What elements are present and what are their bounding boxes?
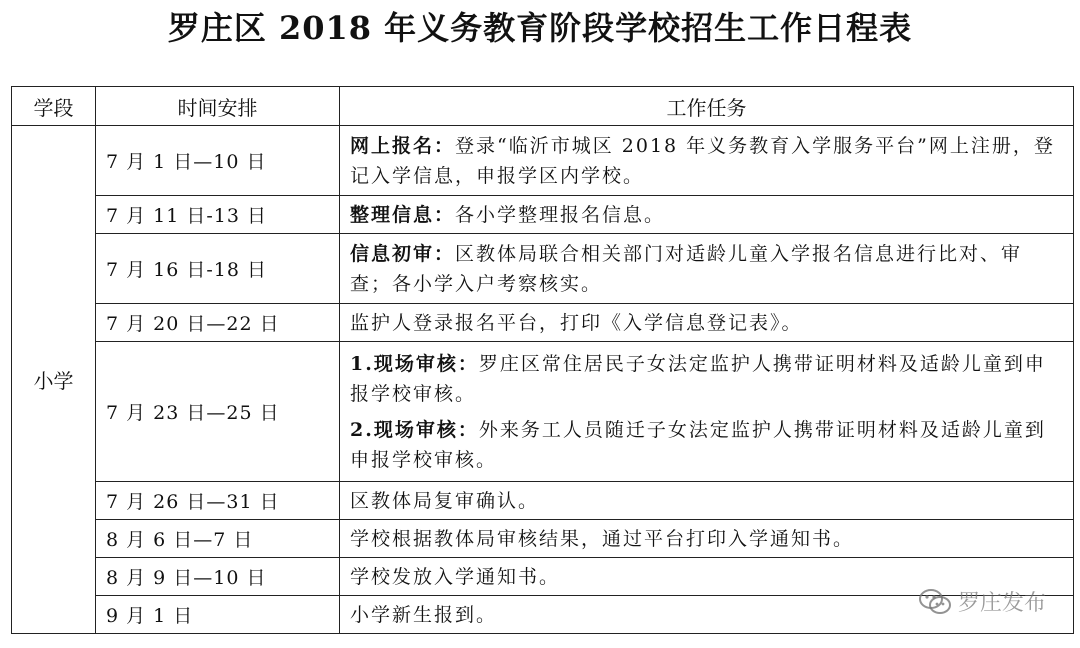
- task-text: 登录“临沂市城区 2018 年义务教育入学服务平台”网上注册，登记入学信息，申报学区内学校。: [350, 134, 1055, 187]
- stage-cell: 小学: [12, 126, 96, 634]
- task-text: 学校根据教体局审核结果，通过平台打印入学通知书。: [350, 527, 855, 550]
- task-text: 外来务工人员随迁子女法定监护人携带证明材料及适龄儿童到申报学校审核。: [350, 418, 1046, 471]
- header-stage: 学段: [12, 87, 96, 126]
- watermark-text: 罗庄发布: [957, 591, 1046, 616]
- task-text: 监护人登录报名平台，打印《入学信息登记表》。: [350, 311, 803, 334]
- table-header-row: [12, 87, 1074, 126]
- time-cell: 7 月 1 日—10 日: [96, 126, 340, 196]
- page-title: 罗庄区 2018 年义务教育阶段学校招生工作日程表: [167, 9, 913, 47]
- time-cell: 7 月 26 日—31 日: [96, 482, 340, 520]
- task-heading: 网上报名：: [350, 134, 456, 157]
- time-cell: 9 月 1 日: [96, 596, 340, 634]
- task-cell: [340, 196, 1074, 234]
- table-row: [12, 342, 1074, 482]
- schedule-table: [11, 86, 1074, 634]
- time-cell: 8 月 6 日—7 日: [96, 520, 340, 558]
- table-row: [12, 520, 1074, 558]
- task-item-2: [350, 415, 1063, 475]
- task-text: 小学新生报到。: [350, 603, 498, 626]
- task-text: 区教体局联合相关部门对适龄儿童入学报名信息进行比对、审查；各小学入户考察核实。: [350, 242, 1023, 295]
- task-cell: [340, 482, 1074, 520]
- task-text: 区教体局复审确认。: [350, 489, 540, 512]
- time-cell: 7 月 11 日-13 日: [96, 196, 340, 234]
- task-cell: [340, 126, 1074, 196]
- table-row: [12, 482, 1074, 520]
- task-cell: [340, 342, 1074, 482]
- table-row: [12, 126, 1074, 196]
- task-cell: [340, 304, 1074, 342]
- wechat-icon: [918, 588, 952, 616]
- task-heading: 整理信息：: [350, 203, 456, 226]
- table-row: [12, 558, 1074, 596]
- header-task: 工作任务: [340, 87, 1074, 126]
- table-row: [12, 304, 1074, 342]
- time-cell: 7 月 16 日-18 日: [96, 234, 340, 304]
- task-cell: [340, 234, 1074, 304]
- task-item-1: [350, 349, 1063, 409]
- task-cell: [340, 520, 1074, 558]
- watermark: [918, 586, 1046, 617]
- table-row: [12, 234, 1074, 304]
- time-cell: 7 月 23 日—25 日: [96, 342, 340, 482]
- task-heading: 2.现场审核：: [350, 418, 479, 441]
- time-cell: 8 月 9 日—10 日: [96, 558, 340, 596]
- task-heading: 1.现场审核：: [350, 352, 479, 375]
- task-heading: 信息初审：: [350, 242, 456, 265]
- table-row: [12, 596, 1074, 634]
- task-text: 学校发放入学通知书。: [350, 565, 561, 588]
- table-row: [12, 196, 1074, 234]
- time-cell: 7 月 20 日—22 日: [96, 304, 340, 342]
- header-time: 时间安排: [96, 87, 340, 126]
- task-text: 罗庄区常住居民子女法定监护人携带证明材料及适龄儿童到申报学校审核。: [350, 352, 1046, 405]
- task-text: 各小学整理报名信息。: [455, 203, 666, 226]
